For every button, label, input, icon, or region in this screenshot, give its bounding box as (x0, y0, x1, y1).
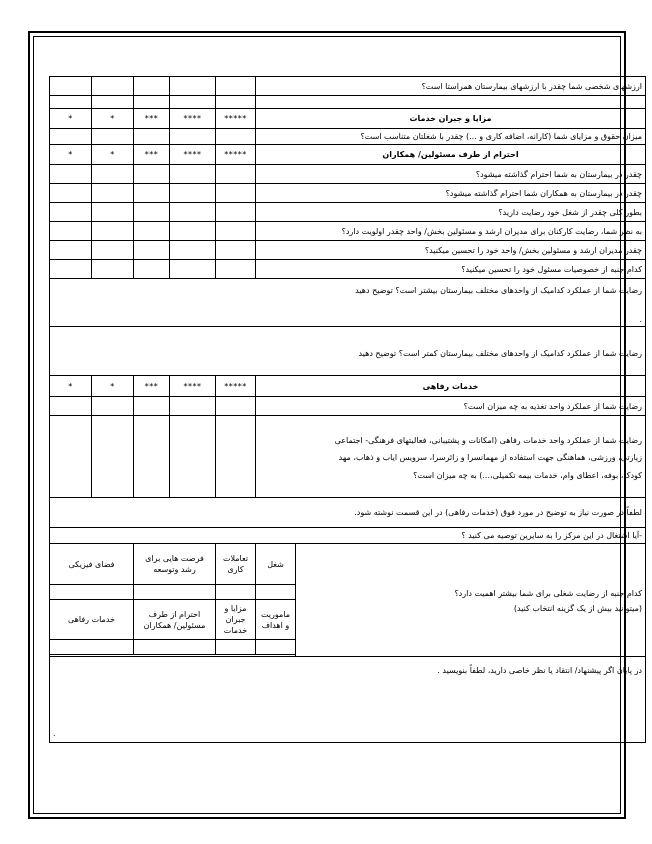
answer-mark: . (639, 314, 642, 324)
rating-cell[interactable] (170, 416, 216, 498)
checkbox-cell[interactable] (216, 585, 256, 600)
rating-cell[interactable] (134, 260, 170, 279)
rating-cell[interactable] (216, 260, 256, 279)
option-respect[interactable]: احترام از طرف مسئولین/ همکاران (134, 600, 216, 640)
rating-label: *** (134, 109, 170, 129)
table-row (50, 397, 646, 416)
table-row (50, 528, 646, 544)
question-final-comment: در پایان اگر پیشنهاد/ انتقاد یا نظر خاصی دارید، لطفاً بنویسید . (437, 665, 642, 675)
rating-cell[interactable] (50, 129, 92, 145)
question-job-satisfaction: بطور کلی چقدر از شغل خود رضایت دارید؟ (256, 203, 646, 222)
rating-cell[interactable] (134, 222, 170, 241)
question-food-unit: رضایت شما از عملکرد واحد تغذیه به چه میزان است؟ (256, 397, 646, 416)
checkbox-cell[interactable] (50, 585, 134, 600)
options-row (50, 544, 646, 585)
table-row (50, 416, 646, 498)
rating-label: **** (170, 109, 216, 129)
rating-label: ***** (216, 376, 256, 397)
section-heading-welfare: خدمات رفاهی (256, 376, 646, 397)
table-row (50, 241, 646, 260)
table-row (50, 498, 646, 528)
question-units-least: رضایت شما از عملکرد کدامیک از واحدهای مختلف بیمارستان کمتر است؟ توضیح دهید (358, 348, 642, 358)
rating-cell[interactable] (216, 165, 256, 184)
section-header-row (50, 109, 646, 129)
rating-cell[interactable] (50, 397, 92, 416)
table-row (50, 279, 646, 327)
rating-cell[interactable] (216, 397, 256, 416)
rating-cell[interactable] (50, 260, 92, 279)
rating-cell[interactable] (134, 203, 170, 222)
question-units-most: رضایت شما از عملکرد کدامیک از واحدهای مختلف بیمارستان بیشتر است؟ توضیح دهید (355, 285, 642, 295)
answer-box-final-comment[interactable] (50, 657, 646, 743)
rating-cell[interactable] (134, 241, 170, 260)
rating-cell[interactable] (216, 129, 256, 145)
rating-cell[interactable] (50, 203, 92, 222)
answer-mark: . (53, 728, 56, 738)
rating-cell[interactable] (50, 77, 92, 96)
checkbox-cell[interactable] (134, 640, 216, 655)
question-manager-priority: به نظر شما، رضایت کارکنان برای مدیران ارشد و مسئولین بخش/ واحد چقدر اولویت دارد؟ (256, 222, 646, 241)
rating-label: * (92, 145, 134, 165)
rating-cell[interactable] (134, 129, 170, 145)
question-line: زیارتی، ورزشی، هماهنگی جهت استفاده از مهمانسرا و زائرسرا، سرویس ایاب و ذهاب، مهد (338, 452, 642, 462)
rating-label: *** (134, 145, 170, 165)
question-line: (میتوانید بیش از یک گزینه انتخاب کنید) (513, 604, 642, 613)
rating-cell[interactable] (50, 165, 92, 184)
rating-cell[interactable] (134, 165, 170, 184)
question-values: ارزشهای شخصی شما چقدر با ارزشهای بیمارستان همراستا است؟ (256, 77, 646, 96)
checkbox-cell[interactable] (50, 640, 134, 655)
option-job[interactable]: شغل (256, 544, 296, 585)
rating-cell[interactable] (92, 222, 134, 241)
question-respect-colleagues: چقدر در بیمارستان به همکاران شما احترام گذاشته میشود؟ (256, 184, 646, 203)
welfare-note[interactable]: لطفاً در صورت نیاز به توضیح در مورد فوق (خدمات رفاهی) در این قسمت نوشته شود. (50, 498, 646, 528)
table-row (50, 260, 646, 279)
rating-label: * (50, 376, 92, 397)
rating-cell[interactable] (216, 203, 256, 222)
rating-label: * (50, 145, 92, 165)
question-line: رضایت شما از عملکرد واحد خدمات رفاهی (امکانات و پشتیبانی، فعالیتهای فرهنگی- اجتماعی (334, 435, 642, 445)
rating-cell[interactable] (216, 222, 256, 241)
rating-cell[interactable] (170, 260, 216, 279)
rating-cell[interactable] (50, 184, 92, 203)
table-row (50, 184, 646, 203)
rating-label: **** (170, 376, 216, 397)
rating-cell[interactable] (92, 184, 134, 203)
rating-label: * (92, 109, 134, 129)
rating-cell[interactable] (216, 241, 256, 260)
table-row (50, 203, 646, 222)
rating-cell[interactable] (134, 184, 170, 203)
question-admire-managers: چقدر مدیران ارشد و مسئولین بخش/ واحد خود را تحسین میکنید؟ (256, 241, 646, 260)
option-work-relations[interactable]: تعاملات کاری (216, 544, 256, 585)
rating-cell[interactable] (170, 397, 216, 416)
rating-cell[interactable] (92, 165, 134, 184)
section-heading-benefits: مزایا و جبران خدمات (256, 109, 646, 129)
question-welfare-unit (256, 416, 646, 498)
table-row (50, 96, 646, 109)
option-growth[interactable]: فرصت هایی برای رشد وتوسعه (134, 544, 216, 585)
rating-cell[interactable] (92, 241, 134, 260)
checkbox-cell[interactable] (256, 585, 296, 600)
rating-cell[interactable] (92, 77, 134, 96)
rating-label: * (50, 109, 92, 129)
question-salary: میزان حقوق و مزایای شما (کارانه، اضافه کاری و ...) چقدر با شغلتان متناسب است؟ (256, 129, 646, 145)
checkbox-cell[interactable] (216, 640, 256, 655)
table-row (50, 657, 646, 743)
rating-cell[interactable] (92, 397, 134, 416)
section-header-row (50, 145, 646, 165)
rating-cell[interactable] (170, 77, 216, 96)
rating-label: ***** (216, 109, 256, 129)
rating-label: * (92, 376, 134, 397)
rating-label: *** (134, 376, 170, 397)
option-physical-space[interactable]: فضای فیزیکی (50, 544, 134, 585)
checkbox-cell[interactable] (134, 585, 216, 600)
rating-cell[interactable] (216, 416, 256, 498)
question-important-aspect (296, 544, 646, 657)
rating-label: ***** (216, 145, 256, 165)
rating-cell[interactable] (92, 203, 134, 222)
rating-cell[interactable] (170, 184, 216, 203)
checkbox-cell[interactable] (256, 640, 296, 655)
rating-cell[interactable] (170, 241, 216, 260)
table-row (50, 77, 646, 96)
rating-cell[interactable] (92, 260, 134, 279)
rating-cell[interactable] (50, 222, 92, 241)
table-row (50, 222, 646, 241)
section-header-row (50, 376, 646, 397)
rating-cell[interactable] (170, 165, 216, 184)
rating-cell[interactable] (170, 203, 216, 222)
rating-cell[interactable] (92, 129, 134, 145)
option-benefits[interactable]: مزایا و جبران خدمات (216, 600, 256, 640)
rating-cell[interactable] (50, 241, 92, 260)
survey-table (49, 76, 646, 743)
question-line: کودک، بوفه، اعطای وام، خدمات بیمه تکمیلی،...) به چه میزان است؟ (413, 470, 642, 480)
rating-cell[interactable] (134, 416, 170, 498)
rating-cell[interactable] (92, 416, 134, 498)
question-respect-self: چقدر در بیمارستان به شما احترام گذاشته میشود؟ (256, 165, 646, 184)
section-heading-respect: احترام از طرف مسئولین/ همکاران (256, 145, 646, 165)
rating-cell[interactable] (134, 397, 170, 416)
question-line: کدام جنبه از رضایت شغلی برای شما بیشتر اهمیت دارد؟ (454, 589, 642, 598)
rating-cell[interactable] (216, 184, 256, 203)
rating-cell[interactable] (170, 222, 216, 241)
question-admire-aspect: کدام جنبه از خصوصیات مسئول خود را تحسین میکنید؟ (256, 260, 646, 279)
rating-cell[interactable] (134, 77, 170, 96)
rating-cell[interactable] (170, 129, 216, 145)
option-welfare[interactable]: خدمات رفاهی (50, 600, 134, 640)
rating-cell[interactable] (50, 416, 92, 498)
table-row (50, 129, 646, 145)
answer-box-units-least[interactable] (50, 327, 646, 376)
answer-box-units-most[interactable] (50, 279, 646, 327)
option-mission[interactable]: ماموریت و اهداف (256, 600, 296, 640)
rating-cell[interactable] (216, 77, 256, 96)
table-row (50, 165, 646, 184)
question-recommend[interactable]: -آیا اشتغال در این مرکز را به سایرین توصیه می کنید ؟ (50, 528, 646, 544)
rating-label: **** (170, 145, 216, 165)
table-row (50, 327, 646, 376)
